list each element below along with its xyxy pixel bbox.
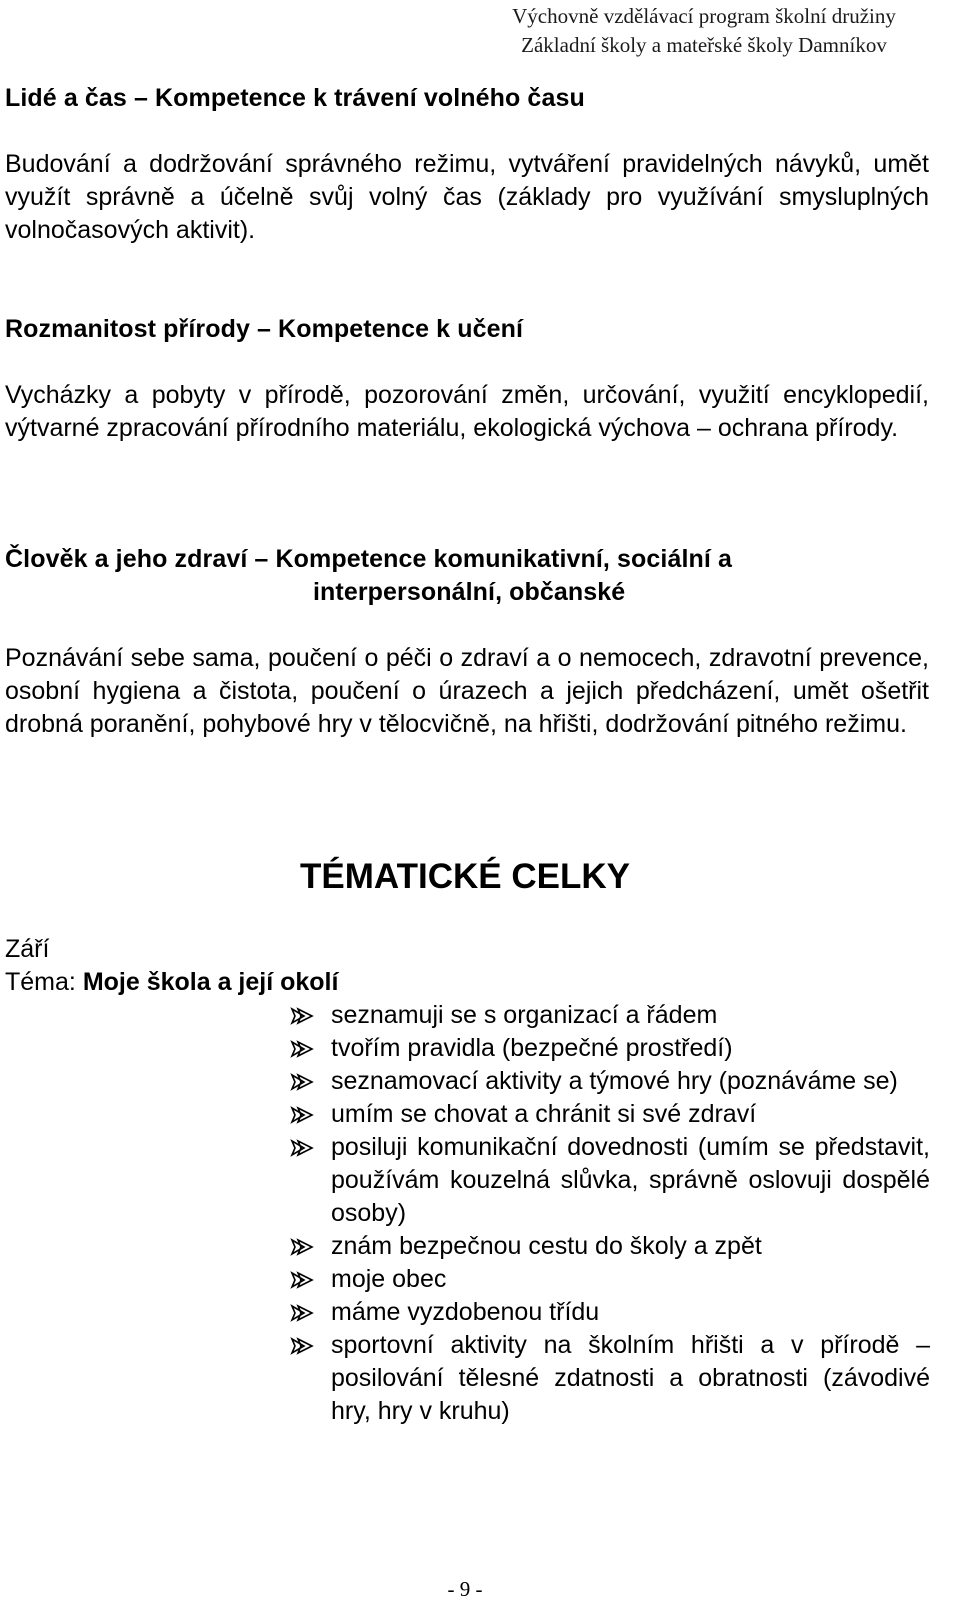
arrow-bullet-icon bbox=[290, 1271, 314, 1289]
thematic-units-title bbox=[0, 856, 930, 898]
topic-item bbox=[290, 1230, 930, 1263]
section-heading-nature: Rozmanitost přírody – Kompetence k učení bbox=[5, 315, 523, 343]
arrow-bullet-icon bbox=[290, 1304, 314, 1322]
section-heading-leisure: Lidé a čas – Kompetence k trávení volného času bbox=[5, 84, 585, 112]
section-text-nature: Vycházky a pobyty v přírodě, pozorování změn, určování, využití encyklopedií, výtvarné zpracování přírodního materiálu, ekologická výchova – ochrana přírody. bbox=[5, 381, 929, 442]
topic-text: umím se chovat a chránit si své zdraví bbox=[331, 1100, 757, 1128]
page-number: - 9 - bbox=[447, 1577, 483, 1601]
section-heading-health bbox=[5, 543, 929, 609]
section-text-health: Poznávání sebe sama, poučení o péči o zdraví a o nemocech, zdravotní prevence, osobní hygiena a čistota, poučení o úrazech a jejich předcházení, umět ošetřit drobná poranění, pohybové hry v tělocvičně, na hřišti, dodržování pitného režimu. bbox=[5, 644, 929, 738]
topic-text: posiluji komunikační dovednosti (umím se představit, používám kouzelná slůvka, správně oslovuji dospělé osoby) bbox=[331, 1133, 930, 1227]
arrow-bullet-icon bbox=[290, 1106, 314, 1124]
section-heading-health-line1: Člověk a jeho zdraví – Kompetence komunikativní, sociální a bbox=[5, 545, 732, 573]
thematic-units-title-text: TÉMATICKÉ CELKY bbox=[300, 857, 630, 896]
topic-item bbox=[290, 1329, 930, 1428]
topic-text: sportovní aktivity na školním hřišti a v přírodě – posilování tělesné zdatnosti a obratnosti (závodivé hry, hry v kruhu) bbox=[331, 1331, 930, 1425]
arrow-bullet-icon bbox=[290, 1073, 314, 1091]
topic-text: seznamovací aktivity a týmové hry (poznáváme se) bbox=[331, 1067, 898, 1095]
theme-name: Moje škola a její okolí bbox=[82, 968, 339, 996]
arrow-bullet-icon bbox=[290, 1337, 314, 1355]
month-label: Září bbox=[5, 935, 50, 963]
topic-text: znám bezpečnou cestu do školy a zpět bbox=[331, 1232, 762, 1260]
topic-item bbox=[290, 1098, 930, 1131]
topic-item bbox=[290, 1131, 930, 1230]
arrow-bullet-icon bbox=[290, 1139, 314, 1157]
topic-item bbox=[290, 1065, 930, 1098]
section-text-leisure: Budování a dodržování správného režimu, vytváření pravidelných návyků, umět využít správně a účelně svůj volný čas (základy pro využívání smysluplných volnočasových aktivit). bbox=[5, 150, 929, 244]
topic-text: seznamuji se s organizací a řádem bbox=[331, 1001, 718, 1029]
section-heading-health-line2: interpersonální, občanské bbox=[313, 578, 626, 606]
arrow-bullet-icon bbox=[290, 1007, 314, 1025]
header-line-school: Základní školy a mateřské školy Damníkov bbox=[521, 33, 887, 57]
topic-item bbox=[290, 999, 930, 1032]
arrow-bullet-icon bbox=[290, 1040, 314, 1058]
header-line-program: Výchovně vzdělávací program školní družiny bbox=[512, 4, 896, 28]
topic-item bbox=[290, 1263, 930, 1296]
topic-list bbox=[290, 999, 930, 1428]
topic-text: moje obec bbox=[331, 1265, 447, 1293]
topic-text: máme vyzdobenou třídu bbox=[331, 1298, 600, 1326]
topic-text: tvořím pravidla (bezpečné prostředí) bbox=[331, 1034, 733, 1062]
theme-label: Téma: bbox=[5, 968, 76, 996]
document-header bbox=[484, 2, 924, 60]
topic-item bbox=[290, 1032, 930, 1065]
theme-line bbox=[5, 966, 338, 999]
arrow-bullet-icon bbox=[290, 1238, 314, 1256]
topic-item bbox=[290, 1296, 930, 1329]
